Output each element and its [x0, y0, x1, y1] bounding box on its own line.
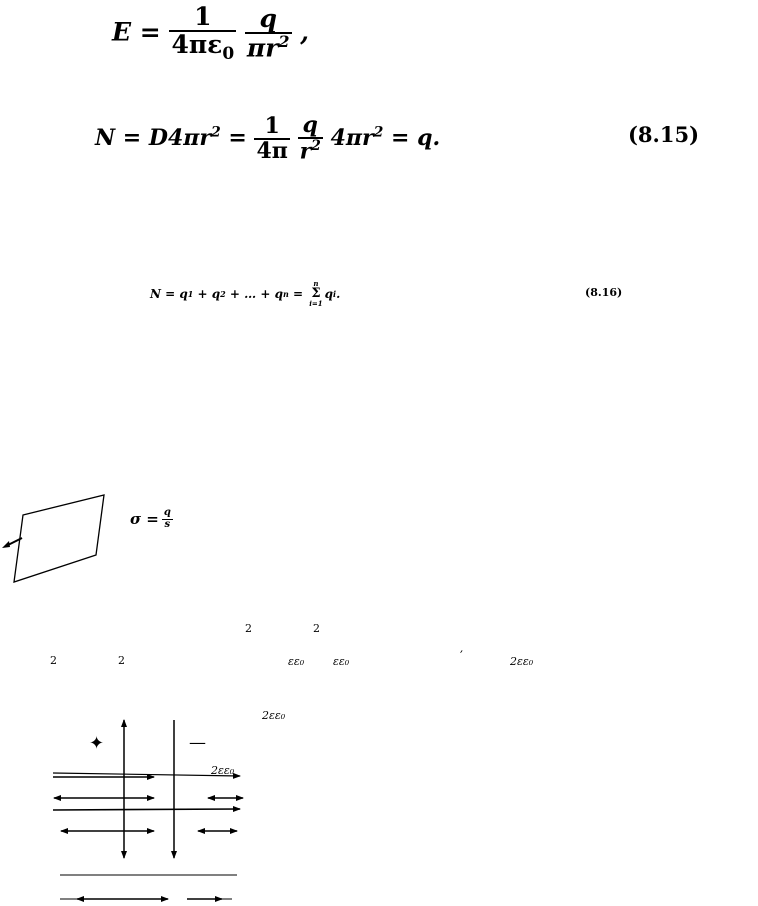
eq-815-frac2-num: q: [298, 114, 323, 139]
eq-816-lhs: N = q: [150, 286, 188, 301]
fragment-two-d: 2: [118, 654, 125, 667]
fragment-two-a: 2: [245, 622, 252, 635]
eq-816-sum: [309, 280, 322, 307]
eq-e-lhs: E =: [112, 17, 161, 47]
equation-8-15: [95, 114, 440, 164]
eq-e-frac2-den: πr: [246, 33, 279, 63]
sigma-formula: [130, 508, 173, 530]
eq-816-sub1: 1: [187, 288, 194, 299]
eq-815-frac1-den: 4π: [256, 137, 288, 164]
eq-816-sum-symbol: Σ: [311, 286, 321, 301]
normal-arrow-head: [2, 541, 10, 548]
eq-815-tail-sup: 2: [373, 124, 384, 141]
fragment-two-b: 2: [313, 622, 320, 635]
eq-815-lhs: N = D4πr: [95, 124, 211, 151]
eq-815-frac1-num: 1: [254, 115, 289, 140]
eq-816-dot: .: [336, 286, 341, 301]
fragment-ee0-a: εε₀: [288, 655, 305, 668]
minus-sign: —: [189, 733, 206, 753]
eq-815-frac1: [254, 112, 289, 164]
fragment-two-ee0-c: 2εε₀: [211, 764, 235, 777]
equation-e: [112, 4, 309, 64]
eq-815-lhs-sup: 2: [210, 124, 221, 141]
eq-816-sum-term-sub: i: [333, 288, 337, 299]
eq-e-frac1-den-sub: 0: [222, 44, 235, 65]
plane-parallelogram: [14, 495, 104, 582]
charged-plane-figure: [0, 490, 110, 590]
eq-816-number: (8.16): [585, 286, 623, 299]
eq-e-frac2-num: q: [245, 6, 292, 34]
field-line-4: [53, 809, 240, 810]
eq-815-rhs: = q.: [391, 124, 441, 151]
fragment-two-ee0-a: 2εε₀: [510, 655, 534, 668]
eq-815-frac2-den-sup: 2: [311, 138, 321, 155]
eq-e-frac2: [245, 6, 292, 62]
sigma-formula-num: q: [163, 507, 171, 518]
eq-816-sum-term: q: [324, 286, 334, 301]
fragment-two-ee0-b: 2εε₀: [262, 709, 286, 722]
eq-816-sub2: 2: [220, 288, 226, 299]
field-lines-diagram: [50, 715, 255, 906]
sigma-formula-frac: [162, 508, 173, 530]
eq-815-eq-sign: =: [228, 124, 247, 151]
eq-815-frac2: [298, 114, 323, 164]
eq-816-sum-bottom: i=1: [309, 299, 323, 308]
eq-816-eq: =: [288, 286, 308, 301]
eq-e-frac1: [169, 4, 236, 64]
sigma-formula-lhs: σ =: [130, 510, 159, 528]
sigma-formula-den: s: [164, 518, 171, 530]
eq-816-subn: n: [282, 288, 289, 299]
eq-e-frac1-num: 1: [169, 4, 236, 32]
eq-816-plus2: + … + q: [225, 286, 283, 301]
eq-815-tail: 4πr: [330, 124, 374, 151]
eq-816-sum-top: n: [313, 279, 319, 288]
fragment-ee0-b: εε₀: [333, 655, 350, 668]
equation-8-16: [150, 280, 340, 307]
eq-e-frac1-den: 4πε: [171, 30, 223, 60]
eq-815-frac2-den: r: [299, 138, 312, 165]
fragment-prime: ′: [460, 649, 463, 664]
eq-815-number: (8.15): [628, 122, 700, 147]
eq-e-frac2-den-sup: 2: [278, 32, 290, 52]
eq-816-plus1: + q: [193, 286, 221, 301]
fragment-two-c: 2: [50, 654, 57, 667]
eq-e-trail: ,: [300, 17, 309, 47]
plus-sign: ✦: [89, 733, 105, 754]
